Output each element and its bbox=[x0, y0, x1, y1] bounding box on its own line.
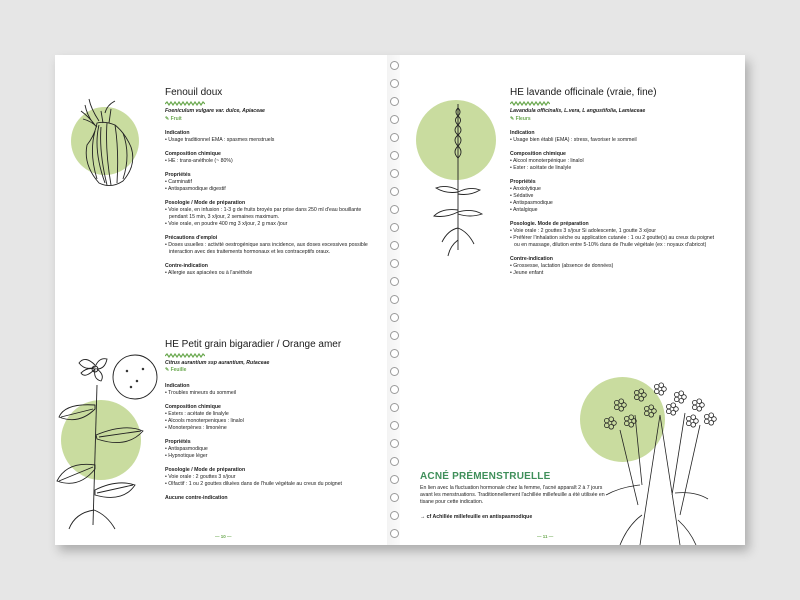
section-heading: Propriétés bbox=[165, 439, 191, 445]
acne-section-title: ACNÉ PRÉMENSTRUELLE bbox=[420, 471, 551, 482]
section-bullet-item: • Grossesse, lactation (absence de données) bbox=[510, 263, 614, 269]
binding-ring bbox=[390, 439, 399, 448]
yarrow-floret bbox=[619, 399, 624, 404]
yarrow-floret bbox=[654, 389, 659, 394]
petitgrain-part-tag bbox=[165, 367, 186, 373]
lavender-title: HE lavande officinale (vraie, fine) bbox=[510, 87, 657, 98]
binding-ring bbox=[390, 403, 399, 412]
zigzag-divider-icon bbox=[165, 101, 205, 106]
yarrow-floret bbox=[674, 397, 679, 402]
section-bullet-item: • HE : trans-anéthole (~ 80%) bbox=[165, 158, 233, 164]
section-heading: Aucune contre-indication bbox=[165, 495, 228, 501]
yarrow-floret bbox=[692, 400, 697, 405]
yarrow-floret bbox=[649, 413, 654, 418]
yarrow-floret bbox=[697, 399, 702, 404]
yarrow-floret bbox=[686, 421, 691, 426]
binding-ring bbox=[390, 331, 399, 340]
left-page bbox=[55, 55, 400, 545]
lavender-part-tag bbox=[510, 116, 531, 122]
yarrow-floret bbox=[671, 403, 676, 408]
yarrow-floret bbox=[659, 391, 664, 396]
yarrow-floret bbox=[624, 421, 629, 426]
binding-ring bbox=[390, 313, 399, 322]
section-heading: Indication bbox=[165, 130, 190, 136]
binding-ring bbox=[390, 241, 399, 250]
yarrow-floret bbox=[704, 414, 709, 419]
yarrow-floret bbox=[686, 416, 691, 421]
yarrow-floret bbox=[639, 397, 644, 402]
section-bullet-item: • Usage traditionnel EMA : spasmes menstruels bbox=[165, 137, 275, 143]
fennel-bulb-illustration bbox=[75, 95, 145, 190]
binding-ring bbox=[390, 187, 399, 196]
yarrow-floret bbox=[666, 409, 671, 414]
section-bullet-item: • Antispasmodique digestif bbox=[165, 186, 226, 192]
binding-ring bbox=[390, 133, 399, 142]
acne-section-text: En lien avec la fluctuation hormonale chez la femme, l'acné apparaît 2 à 7 jours avant les menstruations. Traditionnellement l'achillée millefeuille a été utilisée en tisane pour cette indication. bbox=[420, 485, 605, 505]
yarrow-floret bbox=[604, 418, 609, 423]
section-bullet-item: • Préférer l'inhalation sèche ou application cutanée : 1 ou 2 goutte(s) au creux du poignet ou en massage, dilution entre 5-10% dans de l'huile végétale (ex : noyaux d'abricot) bbox=[510, 235, 715, 248]
section-bullet-item: • Voie orale : 2 gouttes 3 x/jour bbox=[165, 474, 236, 480]
yarrow-floret bbox=[654, 384, 659, 389]
yarrow-floret bbox=[692, 405, 697, 410]
section-bullet-item: • Doses usuelles : activité oestrogénique sans incidence, aux doses excessives possible interaction avec des traitements hormonaux et les contraceptifs oraux. bbox=[165, 242, 368, 255]
section-bullet-item: • Antispasmodique bbox=[510, 200, 553, 206]
section-heading: Propriétés bbox=[510, 179, 536, 185]
yarrow-floret bbox=[629, 423, 634, 428]
yarrow-floret bbox=[666, 404, 671, 409]
section-bullet-item: • Carminatif bbox=[165, 179, 192, 185]
section-bullet-item: • Monoterpènes : limonène bbox=[165, 425, 227, 431]
binding-ring bbox=[390, 115, 399, 124]
section-heading: Contre-indication bbox=[165, 263, 208, 269]
binding-ring bbox=[390, 493, 399, 502]
section-bullet-item: • Voie orale, en poudre 400 mg 3 x/jour, 2 g max /jour bbox=[165, 221, 288, 227]
section-bullet-item: • Ester : acétate de linalyle bbox=[510, 165, 572, 171]
yarrow-floret bbox=[604, 423, 609, 428]
section-bullet-item: • Voie orale, en infusion : 1-3 g de fruits broyés par prise dans 250 ml d'eau bouillante pendant 15 min, 3 x/jour, 2 semaines maximum. bbox=[165, 207, 362, 220]
fennel-part-label: Fruit bbox=[170, 116, 182, 122]
yarrow-floret bbox=[644, 406, 649, 411]
yarrow-floret bbox=[614, 400, 619, 405]
binding-ring bbox=[390, 61, 399, 70]
petitgrain-title: HE Petit grain bigaradier / Orange amer bbox=[165, 339, 342, 350]
fennel-part-tag bbox=[165, 116, 182, 122]
lavender-part-label: Fleurs bbox=[515, 116, 531, 122]
page-number-left: — 10 — bbox=[215, 534, 232, 539]
yarrow-floret bbox=[679, 391, 684, 396]
bitter-orange-branch-illustration bbox=[55, 345, 160, 530]
yarrow-floret bbox=[697, 407, 702, 412]
leaf-tag-icon: ✎ bbox=[510, 116, 515, 122]
yarrow-floret bbox=[691, 423, 696, 428]
section-heading: Composition chimique bbox=[165, 151, 221, 157]
section-bullet-item: • Antalgique bbox=[510, 207, 538, 213]
section-bullet-item: • Anxiolytique bbox=[510, 186, 541, 192]
yarrow-floret bbox=[709, 413, 714, 418]
page-number-right: — 11 — bbox=[537, 534, 554, 539]
section-bullet-item: • Hypnotique léger bbox=[165, 453, 208, 459]
yarrow-floret bbox=[674, 392, 679, 397]
fennel-sections bbox=[165, 130, 375, 277]
section-heading: Précautions d'emploi bbox=[165, 235, 218, 241]
section-bullet-item: • Esters : acétate de linalyle bbox=[165, 411, 229, 417]
binding-ring bbox=[390, 529, 399, 538]
section-bullet-item: • Jeune enfant bbox=[510, 270, 544, 276]
section-bullet-item: • Troubles mineurs du sommeil bbox=[165, 390, 237, 396]
petitgrain-part-label: Feuille bbox=[170, 367, 187, 373]
binding-ring bbox=[390, 151, 399, 160]
yarrow-floret bbox=[609, 425, 614, 430]
fennel-scientific-name: Foeniculum vulgare var. dulce, Apiaceae bbox=[165, 108, 265, 114]
binding-ring bbox=[390, 457, 399, 466]
yarrow-floret bbox=[644, 411, 649, 416]
section-heading: Composition chimique bbox=[510, 151, 566, 157]
yarrow-floret bbox=[639, 389, 644, 394]
binding-ring bbox=[390, 169, 399, 178]
leaf-tag-icon: ✎ bbox=[165, 116, 170, 122]
zigzag-divider-icon bbox=[510, 101, 550, 106]
binding-ring bbox=[390, 385, 399, 394]
section-bullet-item: • Alcool monoterpénique : linalol bbox=[510, 158, 584, 164]
yarrow-floret bbox=[624, 416, 629, 421]
yarrow-floret bbox=[709, 421, 714, 426]
leaf-tag-icon: ✎ bbox=[165, 367, 170, 373]
binding-ring bbox=[390, 367, 399, 376]
lavender-scientific-name: Lavandula officinalis, L.vera, L angustifolia, Lamiaceae bbox=[510, 108, 646, 114]
section-heading: Posologie / Mode de préparation bbox=[165, 467, 246, 473]
lavender-sections bbox=[510, 130, 715, 277]
yarrow-floret bbox=[691, 415, 696, 420]
yarrow-floret bbox=[649, 405, 654, 410]
right-page bbox=[400, 55, 745, 545]
section-heading: Propriétés bbox=[165, 172, 191, 178]
binding-ring bbox=[390, 79, 399, 88]
binding-ring bbox=[390, 205, 399, 214]
section-heading: Posologie. Mode de préparation bbox=[510, 221, 589, 227]
binding-ring bbox=[390, 349, 399, 358]
binding-ring bbox=[390, 97, 399, 106]
lavender-sprig-illustration bbox=[428, 100, 488, 260]
section-bullet-item: • Alcools monoterpeniques : linalol bbox=[165, 418, 244, 424]
binding-ring bbox=[390, 511, 399, 520]
binding-ring bbox=[390, 259, 399, 268]
acne-cross-reference[interactable]: → cf Achillée millefeuille en antispasmodique bbox=[420, 514, 533, 520]
yarrow-floret bbox=[634, 395, 639, 400]
section-bullet-item: • Sédative bbox=[510, 193, 534, 199]
yarrow-floret bbox=[629, 415, 634, 420]
binding-ring bbox=[390, 295, 399, 304]
binding-ring bbox=[390, 223, 399, 232]
section-heading: Composition chimique bbox=[165, 404, 221, 410]
yarrow-floret bbox=[609, 417, 614, 422]
yarrow-floret bbox=[704, 419, 709, 424]
section-bullet-item: • Antispasmodique bbox=[165, 446, 208, 452]
section-bullet-item: • Usage bien établi (EMA) : stress, favoriser le sommeil bbox=[510, 137, 637, 143]
section-heading: Indication bbox=[510, 130, 535, 136]
zigzag-divider-icon bbox=[165, 353, 205, 358]
petitgrain-sections bbox=[165, 383, 375, 502]
binding-ring bbox=[390, 475, 399, 484]
yarrow-floret bbox=[671, 411, 676, 416]
fennel-title: Fenouil doux bbox=[165, 87, 223, 98]
yarrow-floret bbox=[634, 390, 639, 395]
yarrow-floret bbox=[614, 405, 619, 410]
open-book bbox=[55, 55, 745, 545]
binding-ring bbox=[390, 421, 399, 430]
section-bullet-item: • Olfactif : 1 ou 2 gouttes diluées dans de l'huile végétale au creux du poignet bbox=[165, 481, 342, 487]
yarrow-floret bbox=[619, 407, 624, 412]
section-bullet-item: • Allergie aux apiacées ou à l'anéthole bbox=[165, 270, 253, 276]
section-heading: Contre-indication bbox=[510, 256, 553, 262]
yarrow-floret bbox=[679, 399, 684, 404]
petitgrain-scientific-name: Citrus aurantium ssp aurantium, Rutaceae bbox=[165, 360, 270, 366]
section-bullet-item: • Voie orale : 2 gouttes 3 x/jour Si adolescente, 1 goutte 3 x/jour bbox=[510, 228, 657, 234]
section-heading: Indication bbox=[165, 383, 190, 389]
section-heading: Posologie / Mode de préparation bbox=[165, 200, 246, 206]
binding-ring bbox=[390, 277, 399, 286]
yarrow-floret bbox=[659, 383, 664, 388]
